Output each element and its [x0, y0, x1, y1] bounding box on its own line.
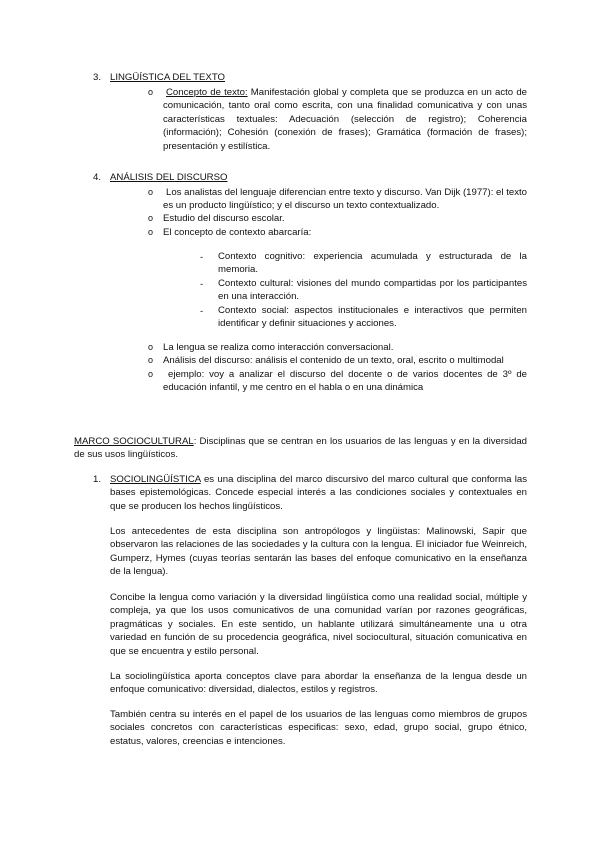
list-item: El concepto de contexto abarcaría:: [163, 227, 312, 238]
dash-marker: -: [200, 252, 204, 263]
paragraph: Concibe la lengua como variación y la diversidad lingüística como una realidad social, múltiple y compleja, ya que los usos comunicativos de una comunidad varían por razones geográficas, pragmáticas y sociales. En este sentido, un hablante utilizará simultáneamente una u otra variedad en función de su procedencia geográfica, nivel sociocultural, situación comunicativa en que se encuentra y estilo personal.: [110, 592, 527, 657]
bullet-icon: o: [148, 355, 154, 365]
concepto-texto-label: Concepto de texto:: [166, 87, 248, 98]
section-3-number: 3.: [93, 72, 102, 83]
context-item: Contexto cognitivo: experiencia acumulada y estructurada de la memoria.: [218, 251, 527, 276]
context-item: Contexto cultural: visiones del mundo compartidas por los participantes en una interacción.: [218, 278, 527, 303]
paragraph: La sociolingüística aporta conceptos clave para abordar la enseñanza de la lengua desde un enfoque comunicativo: diversidad, dialectos, estilos y registros.: [110, 671, 527, 696]
section-1-number: 1.: [93, 474, 102, 485]
marco-sociocultural-paragraph: [74, 435, 527, 462]
context-item: Contexto social: aspectos institucionales e interactivos que permiten identificar y definir situaciones y acciones.: [218, 305, 527, 330]
sociolinguistica-intro: [110, 473, 527, 513]
section-4-title: ANÁLISIS DEL DISCURSO: [110, 172, 228, 183]
section-3-title: LINGÜÍSTICA DEL TEXTO: [110, 72, 225, 83]
list-item: Los analistas del lenguaje diferencian entre texto y discurso. Van Dijk (1977): el texto es un producto lingüístico; y el discurso un texto contextualizado.: [163, 187, 527, 212]
bullet-icon: o: [148, 369, 154, 379]
bullet-icon: o: [148, 87, 154, 97]
section-4-number: 4.: [93, 172, 102, 183]
list-item: La lengua se realiza como interacción conversacional.: [163, 342, 394, 353]
bullet-icon: o: [148, 227, 154, 237]
concepto-texto-item: [163, 86, 527, 153]
sociolinguistica-title: SOCIOLINGÜÍSTICA: [110, 474, 201, 485]
concepto-texto-text: Manifestación global y completa que se produzca en un acto de comunicación, tanto oral como escrita, con una finalidad comunicativa y con unas características textuales: Adecuación (selección de registro); Coherencia (información); Cohesión (conexión de frases); Gramática (formación de frases); presentación y estilística.: [163, 87, 527, 152]
list-item: Análisis del discurso: análisis el contenido de un texto, oral, escrito o multimodal: [163, 355, 504, 366]
marco-intro: : Disciplinas que se centran en los usuarios de las lenguas y en la diversidad de sus usos lingüísticos.: [74, 436, 527, 461]
dash-marker: -: [200, 306, 204, 317]
sociolinguistica-intro-text: es una disciplina del marco discursivo del marco cultural que conforma las bases epistemológicas. Concede especial interés a las condiciones sociales y contextuales en que se producen los hechos lingüísticos.: [110, 474, 527, 512]
paragraph: También centra su interés en el papel de los usuarios de las lenguas como miembros de grupos sociales concretos con características especificas: sexo, edad, grupo social, grupo étnico, estatus, valores, creencias e intenciones.: [110, 709, 527, 747]
list-item: Estudio del discurso escolar.: [163, 213, 285, 224]
list-item: ejemplo: voy a analizar el discurso del docente o de varios docentes de 3º de educación infantil, y me centro en el habla o en una dinámica: [163, 369, 527, 394]
marco-title: MARCO SOCIOCULTURAL: [74, 436, 194, 447]
bullet-icon: o: [148, 342, 154, 352]
bullet-icon: o: [148, 187, 154, 197]
paragraph: Los antecedentes de esta disciplina son antropólogos y lingüistas: Malinowski, Sapir que observaron las relaciones de las sociedades y la cultura con la lengua. El iniciador fue Weinreich, Gumperz, Hymes (cuyas teorías sentarán las bases del enfoque comunicativo en la enseñanza de la lengua).: [110, 526, 527, 578]
bullet-icon: o: [148, 213, 154, 223]
dash-marker: -: [200, 279, 204, 290]
